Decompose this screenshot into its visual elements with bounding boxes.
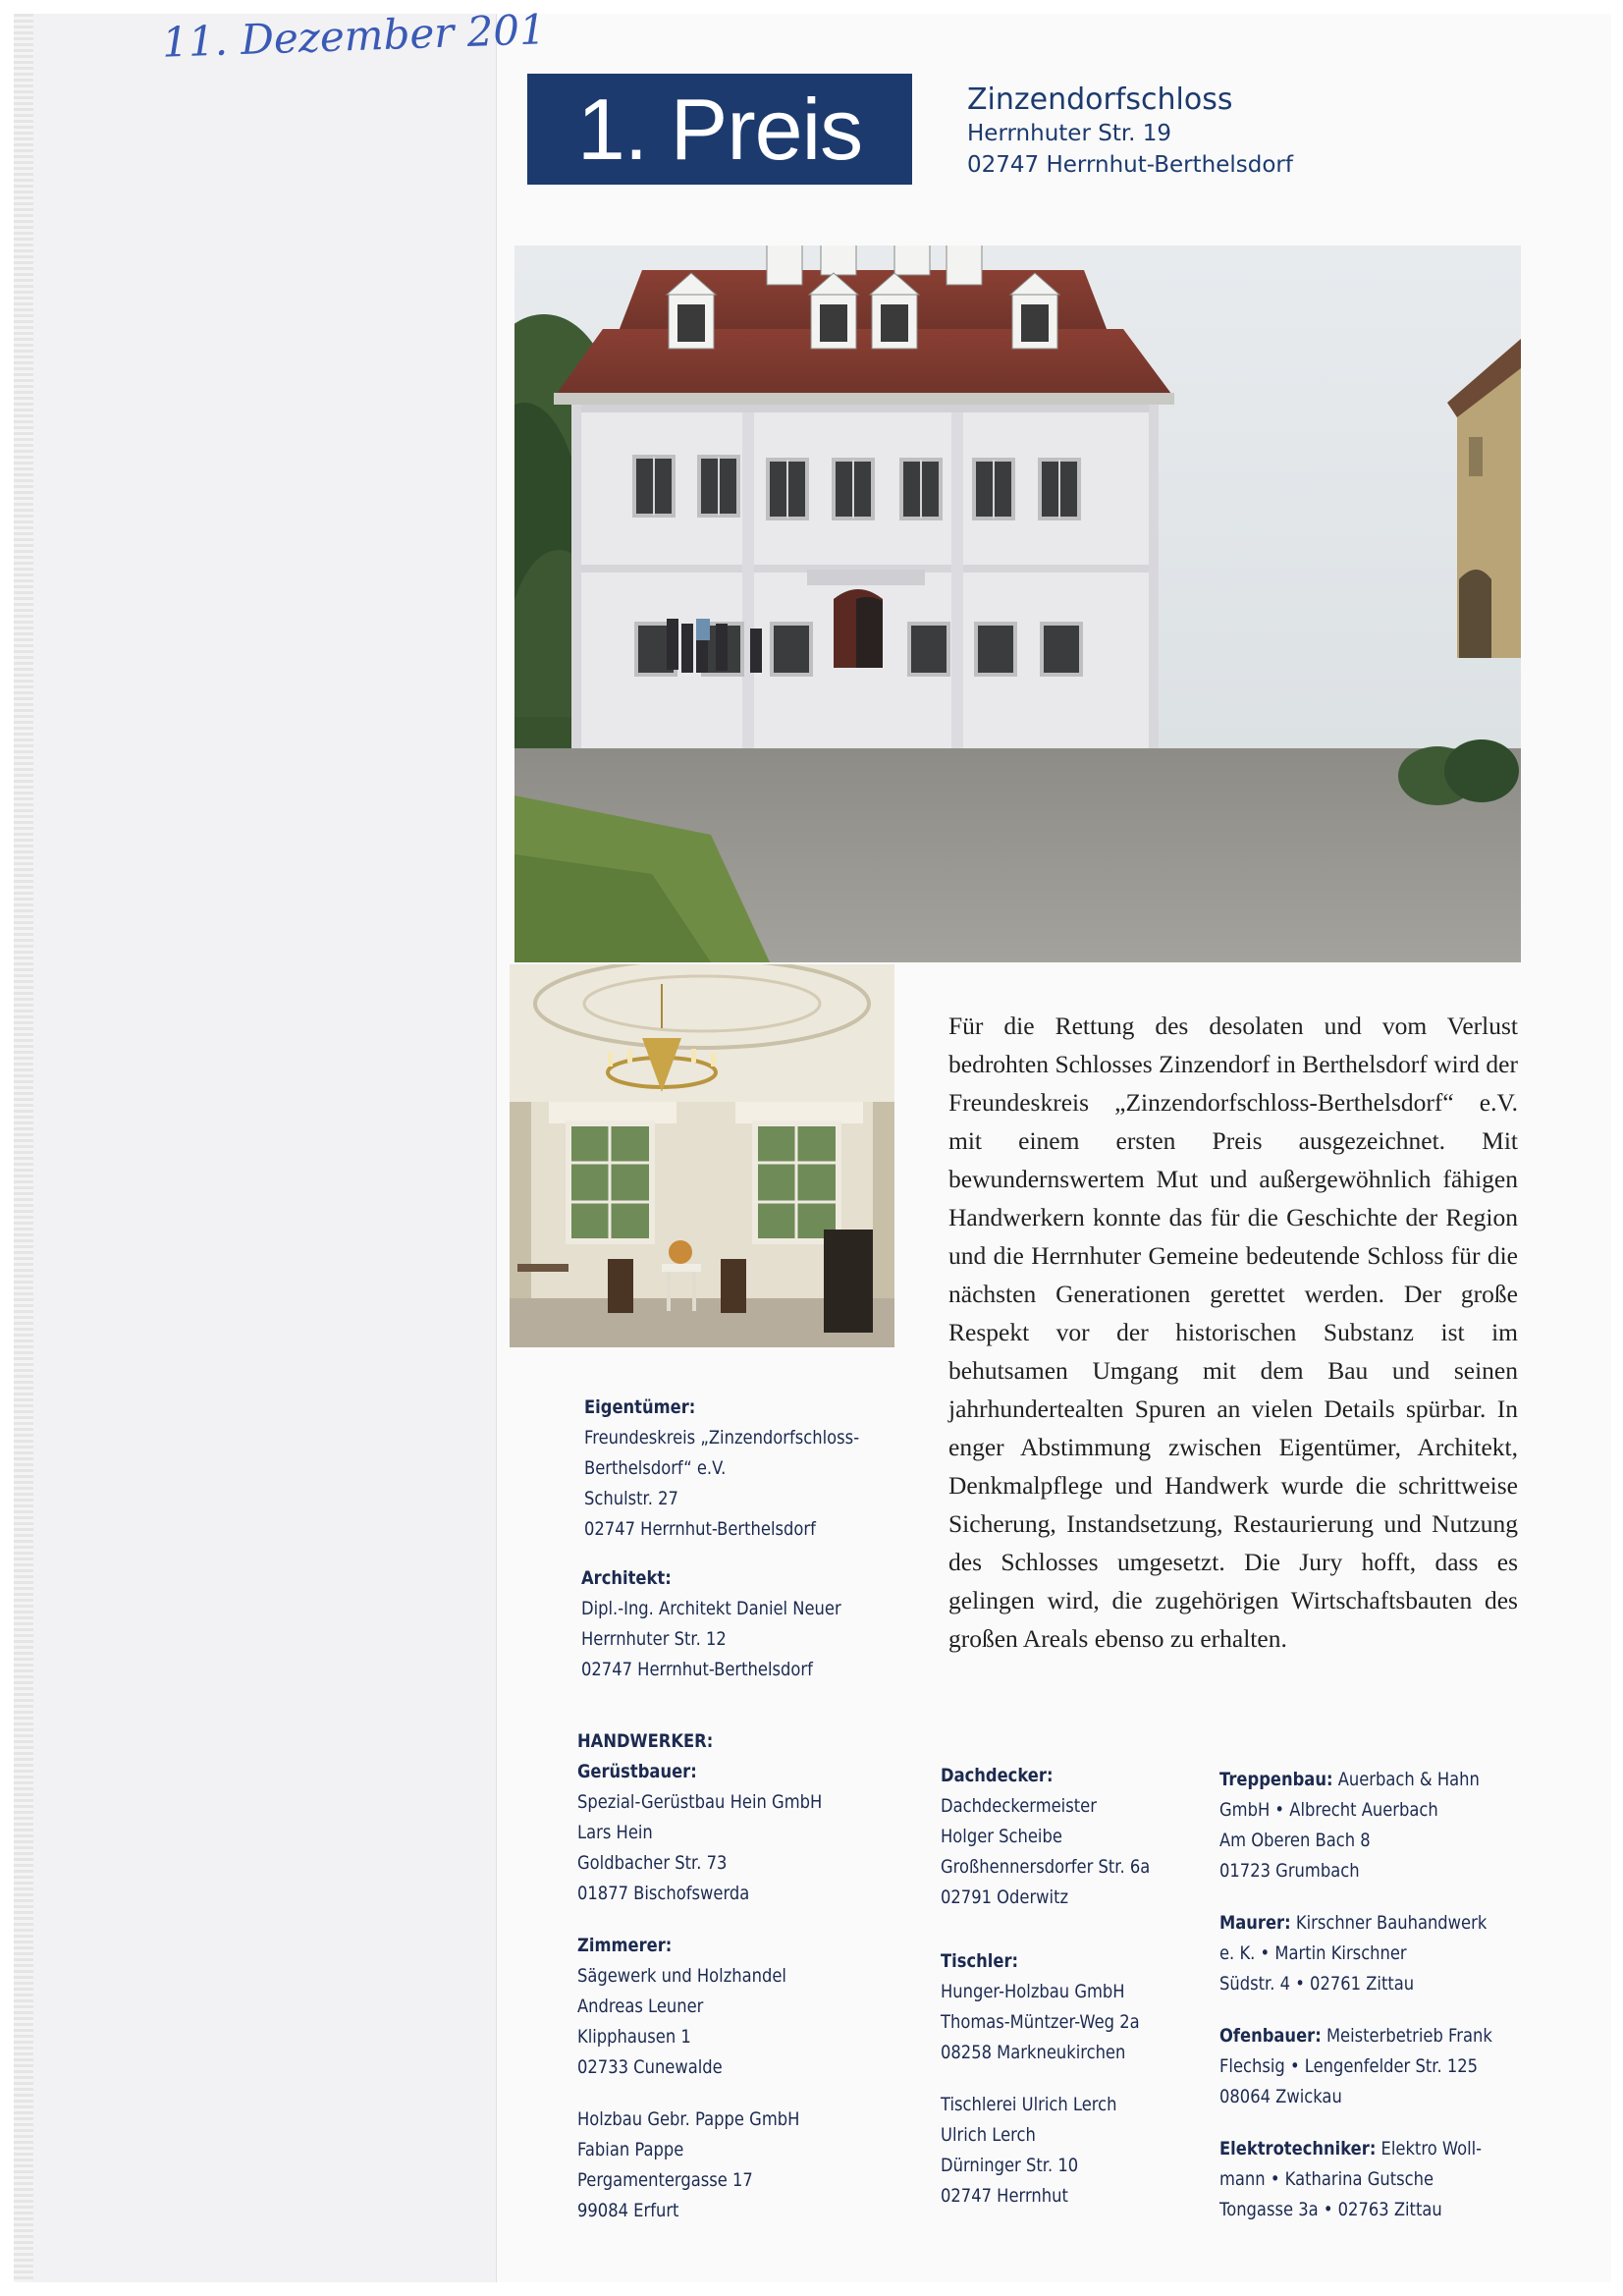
architect-block	[581, 1563, 841, 1685]
stove-line: Flechsig • Lengenfelder Str. 125	[1219, 2055, 1479, 2077]
joiner-line: 02747 Herrnhut	[941, 2185, 1068, 2207]
building-street: Herrnhuter Str. 19	[967, 121, 1172, 146]
carpenters-line: Andreas Leuner	[577, 1995, 704, 2017]
craftsmen-column-3	[1219, 1765, 1492, 2225]
prize-label: 1. Preis	[576, 80, 863, 178]
craftsmen-heading: HANDWERKER:	[577, 1730, 714, 1752]
stove-line: 08064 Zwickau	[1219, 2086, 1342, 2107]
owner-line: Freundeskreis „Zinzendorfschloss-	[584, 1427, 860, 1449]
description-text: Für die Rettung des desolaten und vom Verlust bedrohten Schlosses Zinzendorf in Berthelsdorf wird der Freundeskreis „Zinzendorfschloss-Berthelsdorf“ e.V. mit einem ersten Preis ausgezeichnet. Mit bewundernswertem Mut und außergewöhnlich fähigen Handwerkern konnte das für die Geschichte der Region und die Herrnhuter Gemeine bedeutende Schloss für die nächsten Generationen gerettet werden. Der große Respekt vor der historischen Substanz ist im behutsamen Umgang mit dem Bau und seinen jahrhundertealten Spuren an vielen Details spürbar. In enger Abstimmung zwischen Eigentümer, Architekt, Denkmalpflege und Handwerk wurde die schrittweise Sicherung, Instandsetzung, Restaurierung und Nutzung des Schlosses umgesetzt. Die Jury hofft, dass es gelingen wird, die zugehörigen Wirtschaftsbauten des großen Areals ebenso zu erhalten.	[948, 1011, 1518, 1653]
roofer-line: Dachdeckermeister	[941, 1795, 1097, 1817]
stairs-line: 01723 Grumbach	[1219, 1860, 1360, 1882]
building-name: Zinzendorfschloss	[967, 82, 1233, 117]
electrician-line: Elektro Woll-	[1380, 2138, 1483, 2159]
stove-heading: Ofenbauer:	[1219, 2025, 1322, 2047]
joiner-heading: Tischler:	[941, 1950, 1019, 1972]
mason-line: Südstr. 4 • 02761 Zittau	[1219, 1973, 1415, 1995]
architect-line: 02747 Herrnhut-Berthelsdorf	[581, 1659, 813, 1680]
architect-line: Dipl.-Ing. Architekt Daniel Neuer	[581, 1598, 841, 1619]
roofer-heading: Dachdecker:	[941, 1765, 1054, 1786]
stove-line: Meisterbetrieb Frank	[1325, 2025, 1492, 2047]
joiner-line: Ulrich Lerch	[941, 2124, 1036, 2146]
roofer-line: Großhennersdorfer Str. 6a	[941, 1856, 1151, 1878]
scaffolding-line: Lars Hein	[577, 1822, 653, 1843]
carpenters-line: Klipphausen 1	[577, 2026, 691, 2048]
handwritten-date: 11. Dezember 201	[161, 5, 547, 67]
carpenters-line: Pergamentergasse 17	[577, 2169, 753, 2191]
carpenters-line: Sägewerk und Holzhandel	[577, 1965, 786, 1987]
owner-block	[584, 1393, 859, 1545]
building-address	[967, 82, 1293, 181]
stairs-heading: Treppenbau:	[1219, 1769, 1333, 1790]
owner-heading: Eigentümer:	[584, 1396, 696, 1418]
craftsmen-column-2	[941, 1761, 1150, 2212]
owner-line: 02747 Herrnhut-Berthelsdorf	[584, 1518, 816, 1540]
carpenters-line: Fabian Pappe	[577, 2139, 684, 2160]
electrician-line: Tongasse 3a • 02763 Zittau	[1219, 2199, 1442, 2220]
stairs-line: GmbH • Albrecht Auerbach	[1219, 1799, 1438, 1821]
scaffolding-line: Goldbacher Str. 73	[577, 1852, 728, 1874]
interior-photo	[510, 964, 894, 1347]
electrician-line: mann • Katharina Gutsche	[1219, 2168, 1434, 2190]
owner-line: Berthelsdorf“ e.V.	[584, 1457, 727, 1479]
joiner-line: Dürninger Str. 10	[941, 2155, 1079, 2176]
mason-line: Kirschner Bauhandwerk	[1295, 1912, 1488, 1934]
prize-label-box	[527, 74, 912, 185]
joiner-line: Thomas-Müntzer-Weg 2a	[941, 2011, 1140, 2033]
carpenters-line: Holzbau Gebr. Pappe GmbH	[577, 2108, 800, 2130]
building-city: 02747 Herrnhut-Berthelsdorf	[967, 152, 1293, 178]
craftsmen-column-1	[577, 1726, 822, 2226]
scaffolding-line: Spezial-Gerüstbau Hein GmbH	[577, 1791, 823, 1813]
roofer-line: Holger Scheibe	[941, 1826, 1062, 1847]
mason-heading: Maurer:	[1219, 1912, 1291, 1934]
roofer-line: 02791 Oderwitz	[941, 1886, 1069, 1908]
stairs-line: Auerbach & Hahn	[1337, 1769, 1480, 1790]
architect-heading: Architekt:	[581, 1567, 672, 1589]
architect-line: Herrnhuter Str. 12	[581, 1628, 727, 1650]
joiner-line: 08258 Markneukirchen	[941, 2042, 1126, 2063]
carpenters-line: 02733 Cunewalde	[577, 2056, 723, 2078]
joiner-line: Hunger-Holzbau GmbH	[941, 1981, 1125, 2002]
scan-edge	[14, 14, 33, 2282]
mason-line: e. K. • Martin Kirschner	[1219, 1942, 1407, 1964]
scaffolding-line: 01877 Bischofswerda	[577, 1883, 750, 1904]
joiner-line: Tischlerei Ulrich Lerch	[941, 2094, 1117, 2115]
owner-line: Schulstr. 27	[584, 1488, 678, 1509]
castle-photo	[514, 246, 1521, 962]
carpenters-heading: Zimmerer:	[577, 1935, 673, 1956]
scaffolding-heading: Gerüstbauer:	[577, 1761, 697, 1782]
electrician-heading: Elektrotechniker:	[1219, 2138, 1377, 2159]
carpenters-line: 99084 Erfurt	[577, 2200, 679, 2221]
stairs-line: Am Oberen Bach 8	[1219, 1830, 1371, 1851]
